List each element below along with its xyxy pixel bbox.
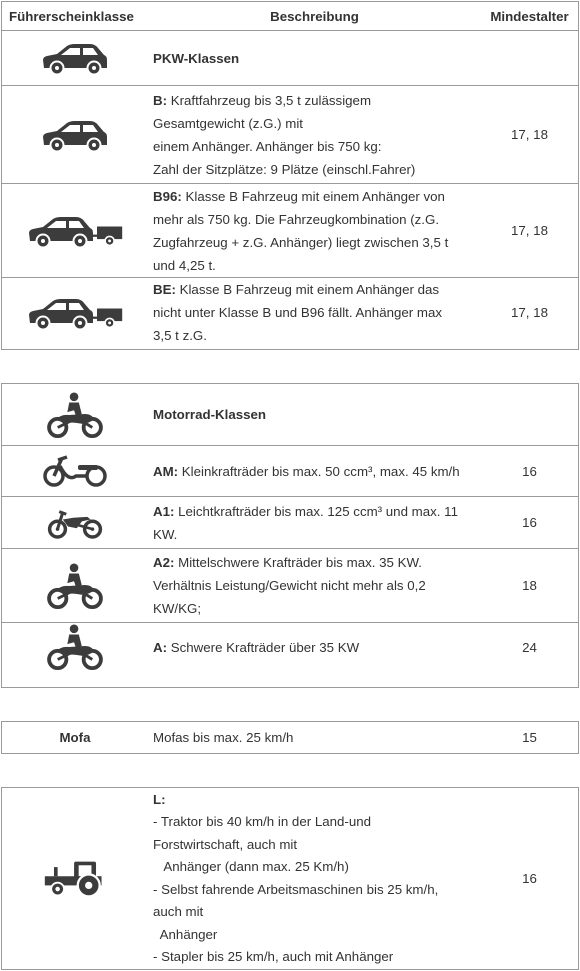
class-code: A: bbox=[153, 639, 168, 655]
description-line: Mittelschwere Krafträder bis max. 35 KW. bbox=[174, 555, 422, 570]
description-line: Kleinkrafträder bis max. 50 ccm³, max. 45 km/h bbox=[178, 463, 460, 479]
description-line: und 4,25 t. bbox=[153, 257, 216, 273]
motorrad-section-row bbox=[2, 384, 578, 445]
motorcycle-rider-icon bbox=[2, 549, 148, 622]
class-code: A1: bbox=[153, 503, 175, 519]
header-fuehrerscheinklasse: Führerscheinklasse bbox=[9, 8, 134, 24]
header-beschreibung: Beschreibung bbox=[270, 8, 359, 24]
age-value: 16 bbox=[522, 515, 537, 530]
description-line: Forstwirtschaft, auch mit bbox=[153, 836, 298, 852]
class-l-description bbox=[148, 788, 481, 969]
description-line: Verhältnis Leistung/Gewicht nicht mehr als 0,2 bbox=[153, 578, 426, 593]
motorrad-table bbox=[1, 383, 579, 688]
car-trailer-icon bbox=[2, 278, 148, 347]
description-line: 3,5 t z.G. bbox=[153, 328, 207, 343]
pkw-section-title: PKW-Klassen bbox=[153, 50, 240, 66]
mofa-description: Mofas bis max. 25 km/h bbox=[153, 730, 294, 745]
description-line: einem Anhänger. Anhänger bis 750 kg: bbox=[153, 138, 382, 154]
header-mindestalter: Mindestalter bbox=[490, 8, 569, 24]
description-line: Klasse B Fahrzeug mit einem Anhänger von bbox=[181, 188, 445, 204]
table-header-row bbox=[2, 2, 578, 30]
motorcycle-rider-icon bbox=[2, 623, 148, 671]
class-row-am bbox=[2, 445, 578, 496]
description-line: - Selbst fahrende Arbeitsmaschinen bis 25 km/h, bbox=[153, 881, 439, 897]
description-line: Schwere Krafträder über 35 KW bbox=[167, 639, 360, 655]
class-a2-description bbox=[148, 549, 481, 622]
description-line: Klasse B Fahrzeug mit einem Anhänger das bbox=[175, 282, 440, 297]
class-code: A2: bbox=[153, 555, 175, 570]
class-am-description bbox=[148, 446, 481, 496]
description-line: Kraftfahrzeug bis 3,5 t zulässigem bbox=[167, 92, 372, 108]
motorcycle-rider-icon bbox=[2, 384, 148, 445]
motorrad-section-title: Motorrad-Klassen bbox=[153, 407, 267, 422]
class-row-a1 bbox=[2, 496, 578, 548]
class-row-a2 bbox=[2, 548, 578, 622]
mofa-row bbox=[2, 722, 578, 753]
pkw-table bbox=[1, 1, 579, 350]
age-value: 18 bbox=[522, 578, 537, 593]
moped-icon bbox=[2, 446, 148, 496]
traktor-table bbox=[1, 787, 579, 970]
description-line: Zugfahrzeug + z.G. Anhänger) liegt zwischen 3,5 t bbox=[153, 234, 449, 250]
mofa-table bbox=[1, 721, 579, 754]
mofa-label: Mofa bbox=[59, 730, 91, 745]
pkw-section-row bbox=[2, 30, 578, 85]
car-icon bbox=[2, 31, 148, 85]
description-line: - Traktor bis 40 km/h in der Land-und bbox=[153, 814, 372, 829]
tractor-icon bbox=[2, 788, 148, 969]
class-be-description bbox=[148, 278, 481, 347]
dirt-bike-icon bbox=[2, 497, 148, 548]
class-row-be bbox=[2, 277, 578, 347]
car-trailer-icon bbox=[2, 184, 148, 277]
age-value: 16 bbox=[522, 463, 537, 479]
age-value: 16 bbox=[522, 871, 537, 886]
class-row-a bbox=[2, 622, 578, 671]
description-line: Anhänger bbox=[153, 926, 218, 942]
class-row-b bbox=[2, 85, 578, 183]
class-code: B96: bbox=[153, 188, 182, 204]
age-value: 17, 18 bbox=[511, 127, 548, 142]
class-a1-description bbox=[148, 497, 481, 548]
car-icon bbox=[2, 86, 148, 183]
description-line: nicht unter Klasse B und B96 fällt. Anhänger max bbox=[153, 305, 443, 320]
class-b96-description bbox=[148, 184, 481, 277]
class-code: AM: bbox=[153, 463, 179, 479]
class-b-description bbox=[148, 86, 481, 183]
class-code: L: bbox=[153, 791, 166, 807]
description-line: Leichtkrafträder bis max. 125 ccm³ und max. 11 bbox=[174, 503, 458, 519]
class-code: B: bbox=[153, 92, 168, 108]
description-line: auch mit bbox=[153, 904, 204, 919]
description-line: KW/KG; bbox=[153, 601, 202, 616]
age-value: 17, 18 bbox=[511, 305, 548, 320]
age-value: 24 bbox=[522, 639, 537, 655]
age-value: 17, 18 bbox=[511, 223, 548, 238]
description-line: mehr als 750 kg. Die Fahrzeugkombination (z.G. bbox=[153, 211, 440, 227]
description-line: - Stapler bis 25 km/h, auch mit Anhänger bbox=[153, 949, 394, 964]
age-value: 15 bbox=[522, 730, 537, 745]
class-row-b96 bbox=[2, 183, 578, 277]
class-code: BE: bbox=[153, 282, 176, 297]
description-line: KW. bbox=[153, 526, 178, 542]
description-line: Zahl der Sitzplätze: 9 Plätze (einschl.Fahrer) bbox=[153, 161, 416, 177]
description-line: Anhänger (dann max. 25 Km/h) bbox=[153, 859, 349, 874]
class-a-description bbox=[148, 623, 481, 671]
description-line: Gesamtgewicht (z.G.) mit bbox=[153, 115, 303, 131]
class-row-l bbox=[2, 788, 578, 969]
